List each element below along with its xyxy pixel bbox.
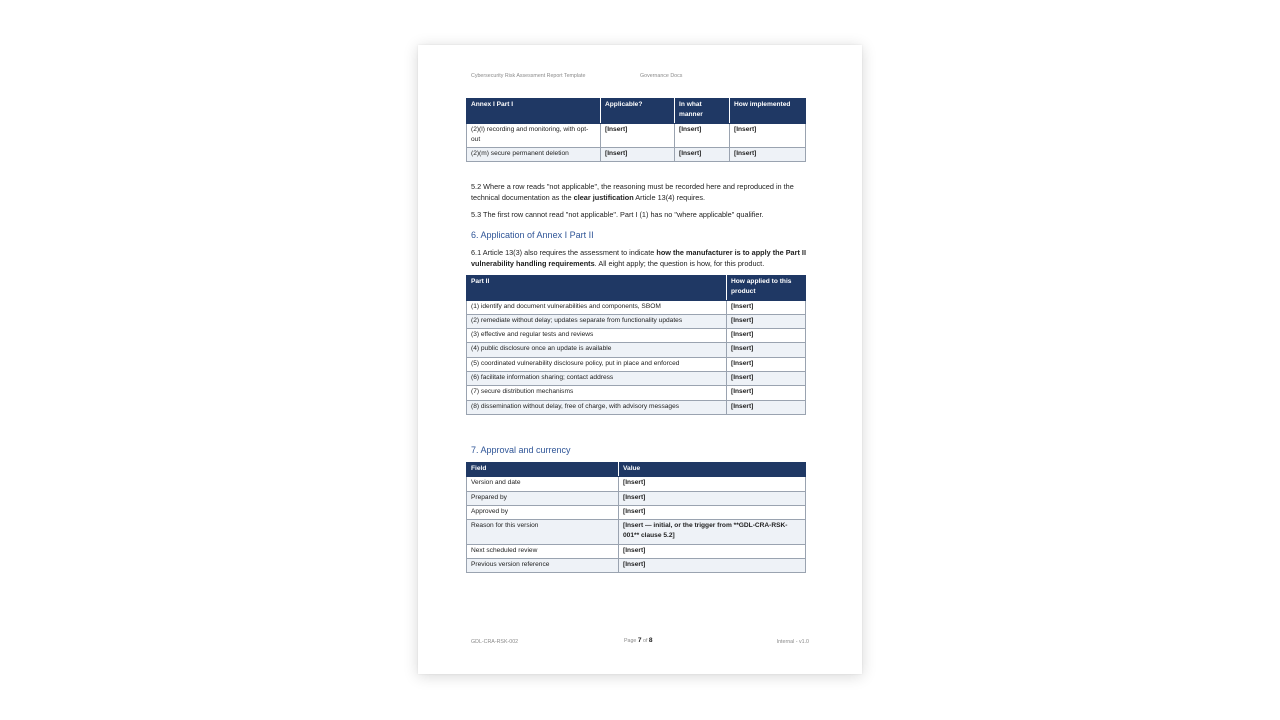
footer-text: Page [624, 638, 637, 644]
table-row [467, 329, 806, 343]
table-header-row [467, 99, 806, 124]
paragraph-text: Article 13(4) requires. [633, 193, 706, 202]
table-row [467, 505, 806, 519]
column-header: How applied to this product [727, 276, 806, 301]
table-row [467, 357, 806, 371]
approval-table [466, 462, 806, 573]
requirement-cell: (2) remediate without delay; updates separate from functionality updates [467, 314, 727, 328]
field-label: Prepared by [467, 491, 619, 505]
insert-field[interactable]: [Insert] [619, 491, 806, 505]
footer-doc-id: GDL-CRA-RSK-002 [471, 639, 519, 645]
insert-field[interactable]: [Insert] [727, 386, 806, 400]
table-row [467, 559, 806, 573]
requirement-cell: (1) identify and document vulnerabilities and components, SBOM [467, 300, 727, 314]
insert-field[interactable]: [Insert] [730, 148, 806, 162]
column-header: How implemented [730, 99, 806, 124]
table-row [467, 343, 806, 357]
table-row [467, 300, 806, 314]
table-row [467, 520, 806, 545]
section-heading-6: 6. Application of Annex I Part II [471, 230, 594, 240]
insert-field[interactable]: [Insert] [619, 544, 806, 558]
column-header: Value [619, 463, 806, 477]
current-page: 7 [637, 637, 642, 644]
insert-field[interactable]: [Insert] [727, 372, 806, 386]
table-row [467, 372, 806, 386]
paragraph-text: 6.1 Article 13(3) also requires the assessment to indicate [471, 248, 657, 257]
insert-field[interactable]: [Insert] [675, 148, 730, 162]
field-label: Reason for this version [467, 520, 619, 545]
field-label: Version and date [467, 477, 619, 491]
requirement-cell: (2)(m) secure permanent deletion [467, 148, 601, 162]
paragraph-5-3: 5.3 The first row cannot read "not applicable". Part I (1) has no "where applicable" qualifier. [471, 210, 764, 219]
insert-field[interactable]: [Insert] [675, 123, 730, 148]
table-header-row [467, 463, 806, 477]
table-row [467, 314, 806, 328]
section-heading-7: 7. Approval and currency [471, 445, 571, 455]
field-label: Previous version reference [467, 559, 619, 573]
requirement-cell: (5) coordinated vulnerability disclosure policy, put in place and enforced [467, 357, 727, 371]
column-header: Applicable? [601, 99, 675, 124]
insert-field[interactable]: [Insert] [619, 559, 806, 573]
paragraph-text: 5.2 Where a row reads "not applicable", the reasoning must be recorded here and reproduced in the technical documentation as the [471, 182, 794, 202]
insert-field[interactable]: [Insert] [619, 477, 806, 491]
document-page [418, 45, 862, 674]
insert-field[interactable]: [Insert] [727, 400, 806, 414]
total-pages: 8 [648, 637, 653, 644]
page-header [471, 73, 683, 79]
paragraph-text: . All eight apply; the question is how, for this product. [594, 259, 765, 268]
table-header-row [467, 276, 806, 301]
header-title: Cybersecurity Risk Assessment Report Template [471, 73, 586, 79]
insert-field[interactable]: [Insert] [727, 300, 806, 314]
insert-field[interactable]: [Insert] [619, 505, 806, 519]
requirement-cell: (6) facilitate information sharing; contact address [467, 372, 727, 386]
table-row [467, 123, 806, 148]
insert-field[interactable]: [Insert] [601, 123, 675, 148]
insert-field[interactable]: [Insert] [727, 343, 806, 357]
column-header: Field [467, 463, 619, 477]
insert-field[interactable]: [Insert] [727, 357, 806, 371]
table-row [467, 148, 806, 162]
column-header: Annex I Part I [467, 99, 601, 124]
footer-classification: Internal - v1.0 [776, 639, 809, 645]
field-label: Approved by [467, 505, 619, 519]
annex-part-i-table [466, 98, 806, 162]
paragraph-5-2 [471, 181, 811, 203]
requirement-cell: (2)(l) recording and monitoring, with opt-out [467, 123, 601, 148]
requirement-cell: (4) public disclosure once an update is available [467, 343, 727, 357]
table-row [467, 400, 806, 414]
table-row [467, 477, 806, 491]
insert-field[interactable]: [Insert] [727, 329, 806, 343]
requirement-cell: (7) secure distribution mechanisms [467, 386, 727, 400]
insert-field[interactable]: [Insert] [601, 148, 675, 162]
insert-field[interactable]: [Insert] [727, 314, 806, 328]
table-row [467, 491, 806, 505]
paragraph-6-1 [471, 247, 811, 269]
footer-text: of [643, 638, 648, 644]
annex-part-ii-table [466, 275, 806, 415]
table-row [467, 386, 806, 400]
field-label: Next scheduled review [467, 544, 619, 558]
table-row [467, 544, 806, 558]
column-header: In what manner [675, 99, 730, 124]
paragraph-emphasis: clear justification [573, 193, 634, 202]
paragraph-emphasis: how the manufacturer is to apply the Part II vulnerability handling requirements [471, 248, 806, 268]
requirement-cell: (3) effective and regular tests and reviews [467, 329, 727, 343]
insert-field[interactable]: [Insert] [730, 123, 806, 148]
requirement-cell: (8) dissemination without delay, free of charge, with advisory messages [467, 400, 727, 414]
insert-field[interactable]: [Insert — initial, or the trigger from **GDL-CRA-RSK-001** clause 5.2] [619, 520, 806, 545]
column-header: Part II [467, 276, 727, 301]
header-org: Governance Docs [640, 73, 683, 79]
footer-page-number [624, 637, 653, 644]
